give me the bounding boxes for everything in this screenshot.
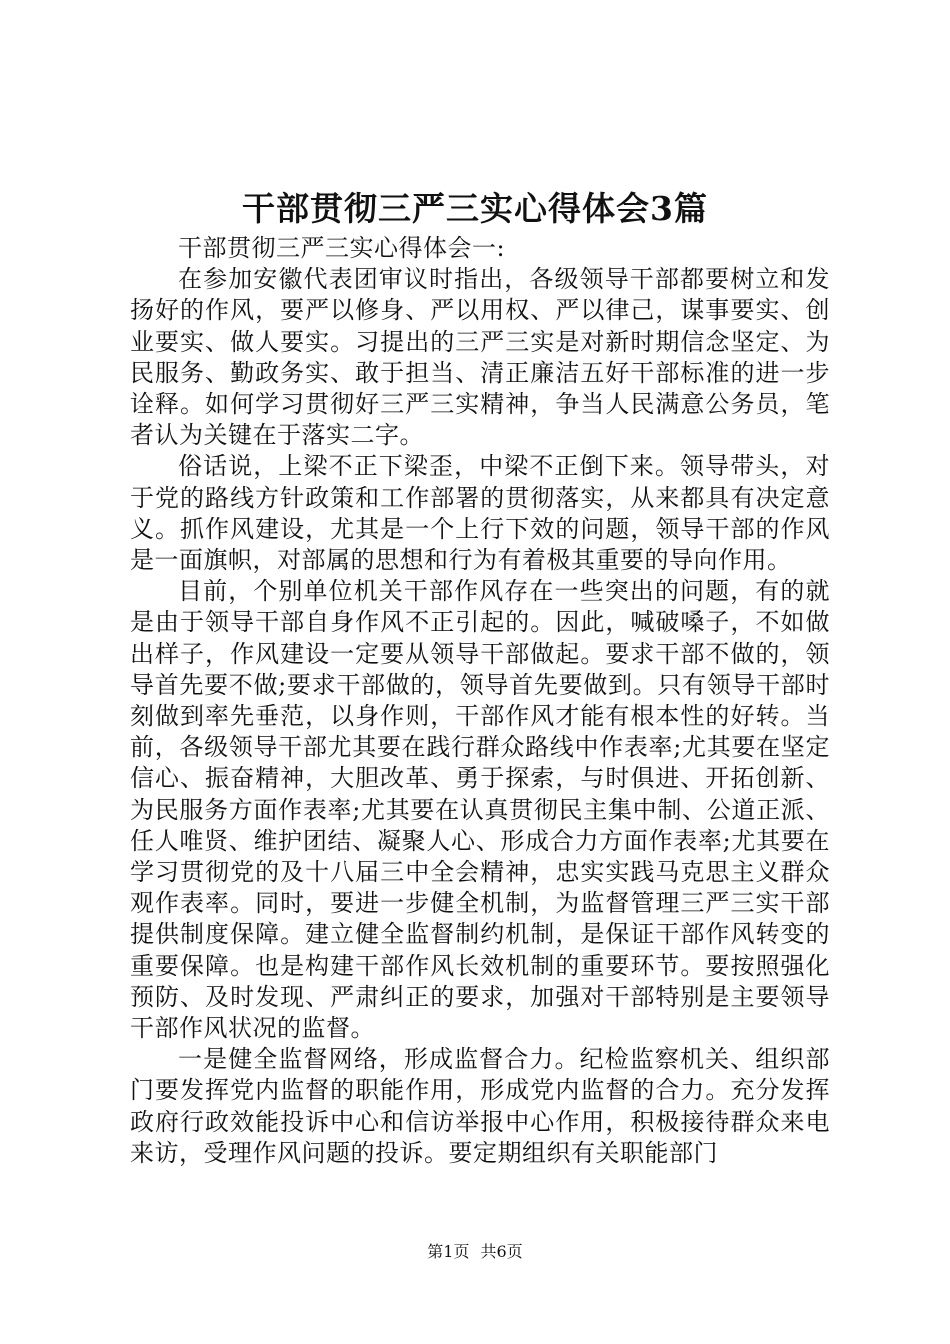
document-title: 干部贯彻三严三实心得体会3篇 [242,189,708,228]
paragraph: 一是健全监督网络，形成监督合力。纪检监察机关、组织部门要发挥党内监督的职能作用，形成党内监督的合力。充分发挥政府行政效能投诉中心和信访举报中心作用，积极接待群众来电来访，受理作风问题的投诉。要定期组织有关职能部门 [130,1045,830,1167]
page-number: 第1页 [427,1242,470,1261]
page-footer [0,1240,950,1264]
paragraph-heading: 干部贯彻三严三实心得体会一: [178,234,506,262]
paragraph: 目前，个别单位机关干部作风存在一些突出的问题，有的就是由于领导干部自身作风不正引起的。因此，喊破嗓子，不如做出样子，作风建设一定要从领导干部做起。要求干部不做的，领导首先要不做;要求干部做的，领导首先要做到。只有领导干部时刻做到率先垂范，以身作则，干部作风才能有根本性的好转。当前，各级领导干部尤其要在践行群众路线中作表率;尤其要在坚定信心、振奋精神，大胆改革、勇于探索，与时俱进、开拓创新、为民服务方面作表率;尤其要在认真贯彻民主集中制、公道正派、任人唯贤、维护团结、凝聚人心、形成合力方面作表率;尤其要在学习贯彻党的及十八届三中全会精神，忠实实践马克思主义群众观作表率。同时，要进一步健全机制，为监督管理三严三实干部提供制度保障。建立健全监督制约机制，是保证干部作风转变的重要保障。也是构建干部作风长效机制的重要环节。要按照强化预防、及时发现、严肃纠正的要求，加强对干部特别是主要领导干部作风状况的监督。 [130,577,830,1043]
page-total: 共6页 [480,1242,523,1261]
document-body [130,233,830,1169]
paragraph: 在参加安徽代表团审议时指出，各级领导干部都要树立和发扬好的作风，要严以修身、严以用权、严以律己，谋事要实、创业要实、做人要实。习提出的三严三实是对新时期信念坚定、为民服务、勤政务实、敢于担当、清正廉洁五好干部标准的进一步诠释。如何学习贯彻好三严三实精神，争当人民满意公务员，笔者认为关键在于落实二字。 [130,265,830,450]
paragraph: 俗话说，上梁不正下梁歪，中梁不正倒下来。领导带头，对于党的路线方针政策和工作部署的贯彻落实，从来都具有决定意义。抓作风建设，尤其是一个上行下效的问题，领导干部的作风是一面旗帜，对部属的思想和行为有着极其重要的导向作用。 [130,452,830,575]
